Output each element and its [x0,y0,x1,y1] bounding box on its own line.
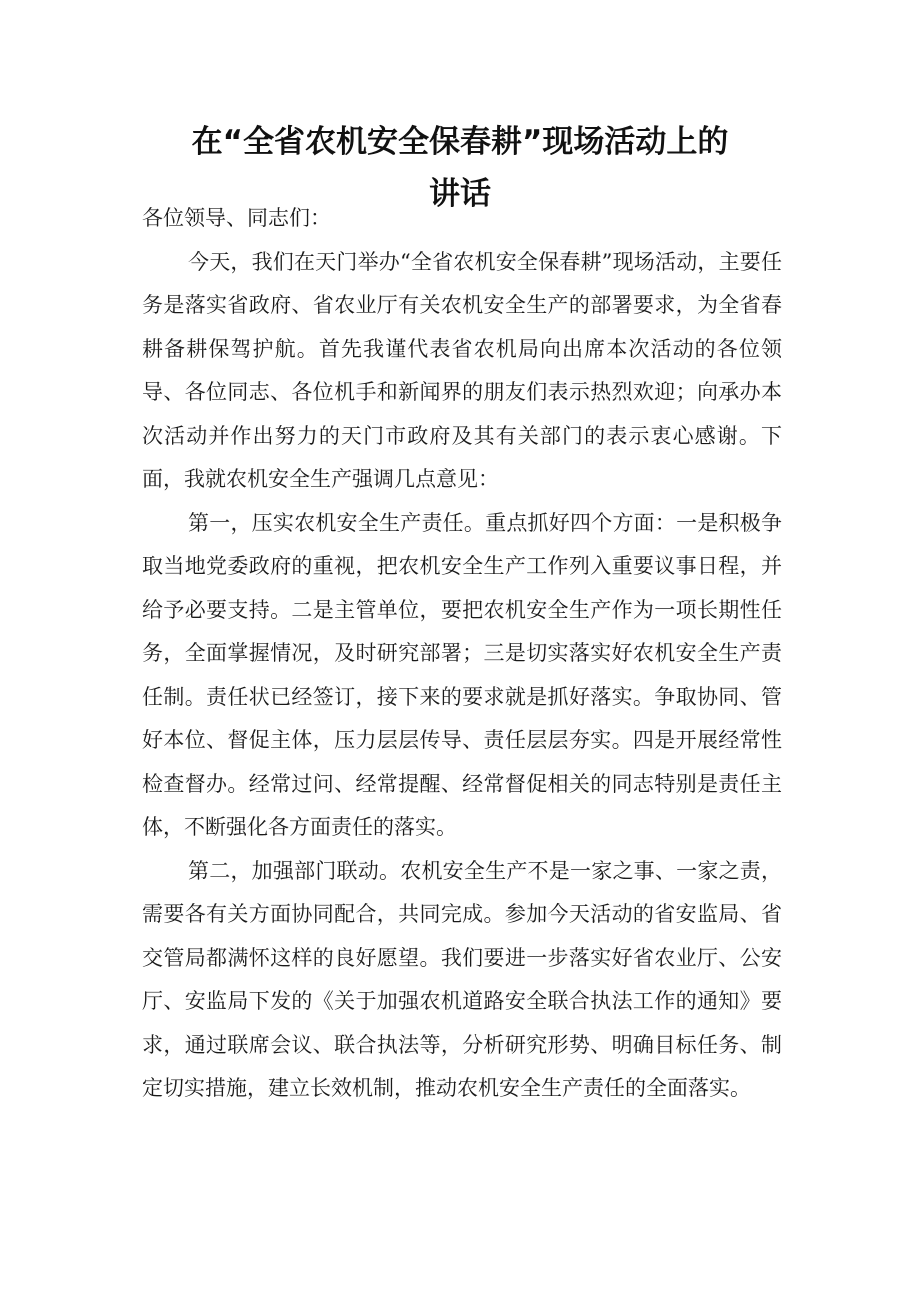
document-body [142,197,782,1111]
title-line-1: 在“全省农机安全保春耕”现场活动上的 [191,124,729,160]
title-line-2: 讲话 [429,176,491,212]
paragraph-point-two: 第二，加强部门联动。农机安全生产不是一家之事、一家之责，需要各有关方面协同配合，共同完成。参加今天活动的省安监局、省交管局都满怀这样的良好愿望。我们要进一步落实好省农业厅、公安厅、安监局下发的《关于加强农机道路安全联合执法工作的通知》要求，通过联席会议、联合执法等，分析研究形势、明确目标任务、制定切实措施，建立长效机制，推动农机安全生产责任的全面落实。 [142,858,782,1100]
paragraph-point-one: 第一，压实农机安全生产责任。重点抓好四个方面：一是积极争取当地党委政府的重视，把农机安全生产工作列入重要议事日程，并给予必要支持。二是主管单位，要把农机安全生产作为一项长期性任务，全面掌握情况，及时研究部署；三是切实落实好农机安全生产责任制。责任状已经签订，接下来的要求就是抓好落实。争取协同、管好本位、督促主体，压力层层传导、责任层层夯实。四是开展经常性检查督办。经常过问、经常提醒、经常督促相关的同志特别是责任主体，不断强化各方面责任的落实。 [142,510,782,839]
salutation: 各位领导、同志们： [142,206,331,230]
paragraph-intro: 今天，我们在天门举办“全省农机安全保春耕”现场活动，主要任务是落实省政府、省农业厅有关农机安全生产的部署要求，为全省春耕备耕保驾护航。首先我谨代表省农机局向出席本次活动的各位领导、各位同志、各位机手和新闻界的朋友们表示热烈欢迎；向承办本次活动并作出努力的天门市政府及其有关部门的表示衷心感谢。下面，我就农机安全生产强调几点意见： [142,249,782,491]
